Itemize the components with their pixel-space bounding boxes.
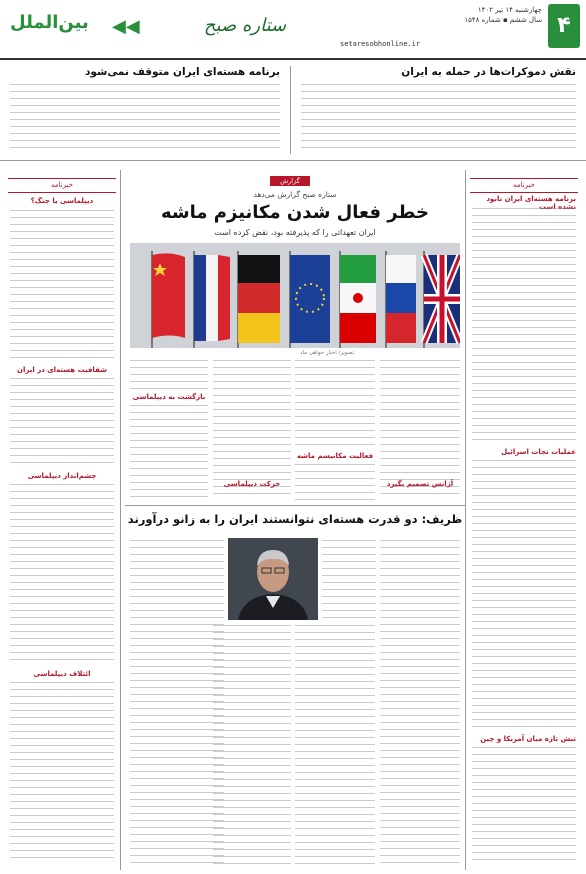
newspaper-logo: ستاره صبح xyxy=(203,15,287,36)
right-box-header: خبرنامه xyxy=(470,178,578,193)
story-kicker: گزارش xyxy=(270,176,310,186)
left-item3-title: چشم‌انداز دیپلماسی xyxy=(27,472,97,480)
story-subhead-0: آژانس تصمیم بگیرد xyxy=(386,480,454,488)
story-col-1 xyxy=(380,360,460,500)
double-chevron-icon: ◀◀ xyxy=(112,16,140,37)
right-item3-title: تنش تازه میان آمریکا و چین xyxy=(480,735,576,743)
top-right-body xyxy=(301,84,576,154)
top-right-headline: نقش دموکرات‌ها در حمله به ایران xyxy=(401,66,576,78)
right-item1-title: برنامه هسته‌ای ایران نابود نشده است xyxy=(486,195,576,211)
right-item2-title: عملیات نجات اسرائیل xyxy=(501,448,576,456)
issue-line: سال ششم ▪ شماره ۱۵۴۸ xyxy=(464,16,542,24)
right-item3-body xyxy=(472,747,576,865)
story-col-3 xyxy=(213,360,291,500)
portrait-illustration xyxy=(228,538,318,620)
germany-flag xyxy=(238,251,280,348)
story-subhead-3: حرکت دیپلماسی xyxy=(223,480,281,488)
top-left-body xyxy=(10,84,280,154)
right-item1-body xyxy=(472,208,576,443)
website-link[interactable]: setaresobhonline.ir xyxy=(340,40,421,48)
bottom-col-4 xyxy=(130,540,224,865)
story-col-4b xyxy=(130,405,208,500)
uk-flag xyxy=(424,251,460,348)
section-title: بین‌الملل xyxy=(10,12,89,33)
section-divider xyxy=(125,505,465,506)
column-divider xyxy=(465,170,466,870)
bottom-col-2a xyxy=(322,540,376,620)
france-flag xyxy=(194,251,230,348)
column-divider xyxy=(120,170,121,870)
left-item4-body xyxy=(10,682,114,862)
left-item2-title: شفافیت هسته‌ای در ایران xyxy=(17,366,107,374)
iran-flag xyxy=(340,251,376,348)
story-subhead-2: بازگشت به دیپلماسی xyxy=(132,393,206,401)
top-left-headline: برنامه هسته‌ای ایران متوقف نمی‌شود xyxy=(85,66,280,78)
bottom-col-1 xyxy=(380,540,460,865)
russia-flag xyxy=(386,251,416,348)
column-divider xyxy=(290,66,291,154)
story-byline: ستاره صبح گزارش می‌دهد xyxy=(253,190,337,199)
left-item1-title: دیپلماسی یا جنگ؟ xyxy=(30,197,94,205)
flags-photo xyxy=(130,243,460,348)
right-item2-body xyxy=(472,460,576,730)
photo-credit: تصویر/ اخبار خواهی ماد xyxy=(300,350,355,356)
bottom-col-2 xyxy=(295,625,375,865)
story-col-4 xyxy=(130,360,208,390)
story-col-2 xyxy=(295,360,375,450)
flags-illustration xyxy=(130,243,460,348)
story-subhead: ایران تعهداتی را که پذیرفته بود، نقض کرده است xyxy=(214,228,376,237)
left-item3-body xyxy=(10,484,114,664)
left-item4-title: ائتلاف دیپلماسی xyxy=(33,670,91,678)
story-col-2b xyxy=(295,464,375,500)
zarif-photo xyxy=(228,538,318,620)
story-headline: خطر فعال شدن مکانیزم ماشه xyxy=(161,202,429,223)
china-flag xyxy=(152,251,185,348)
bottom-col-3 xyxy=(213,625,291,865)
left-box-header: خبرنامه xyxy=(8,178,116,193)
section-divider xyxy=(0,160,586,161)
left-item2-body xyxy=(10,378,114,466)
eu-flag xyxy=(290,251,330,348)
bottom-story-headline: ظریف: دو قدرت هسته‌ای نتوانستند ایران را به زانو درآورند xyxy=(127,512,463,526)
page-number: ۴ xyxy=(548,4,580,48)
left-item1-body xyxy=(10,210,114,360)
story-subhead-1: فعالیت مکانیسم ماشه xyxy=(296,452,374,460)
date-line: چهارشنبه ۱۴ تیر ۱۴۰۲ xyxy=(477,6,542,14)
